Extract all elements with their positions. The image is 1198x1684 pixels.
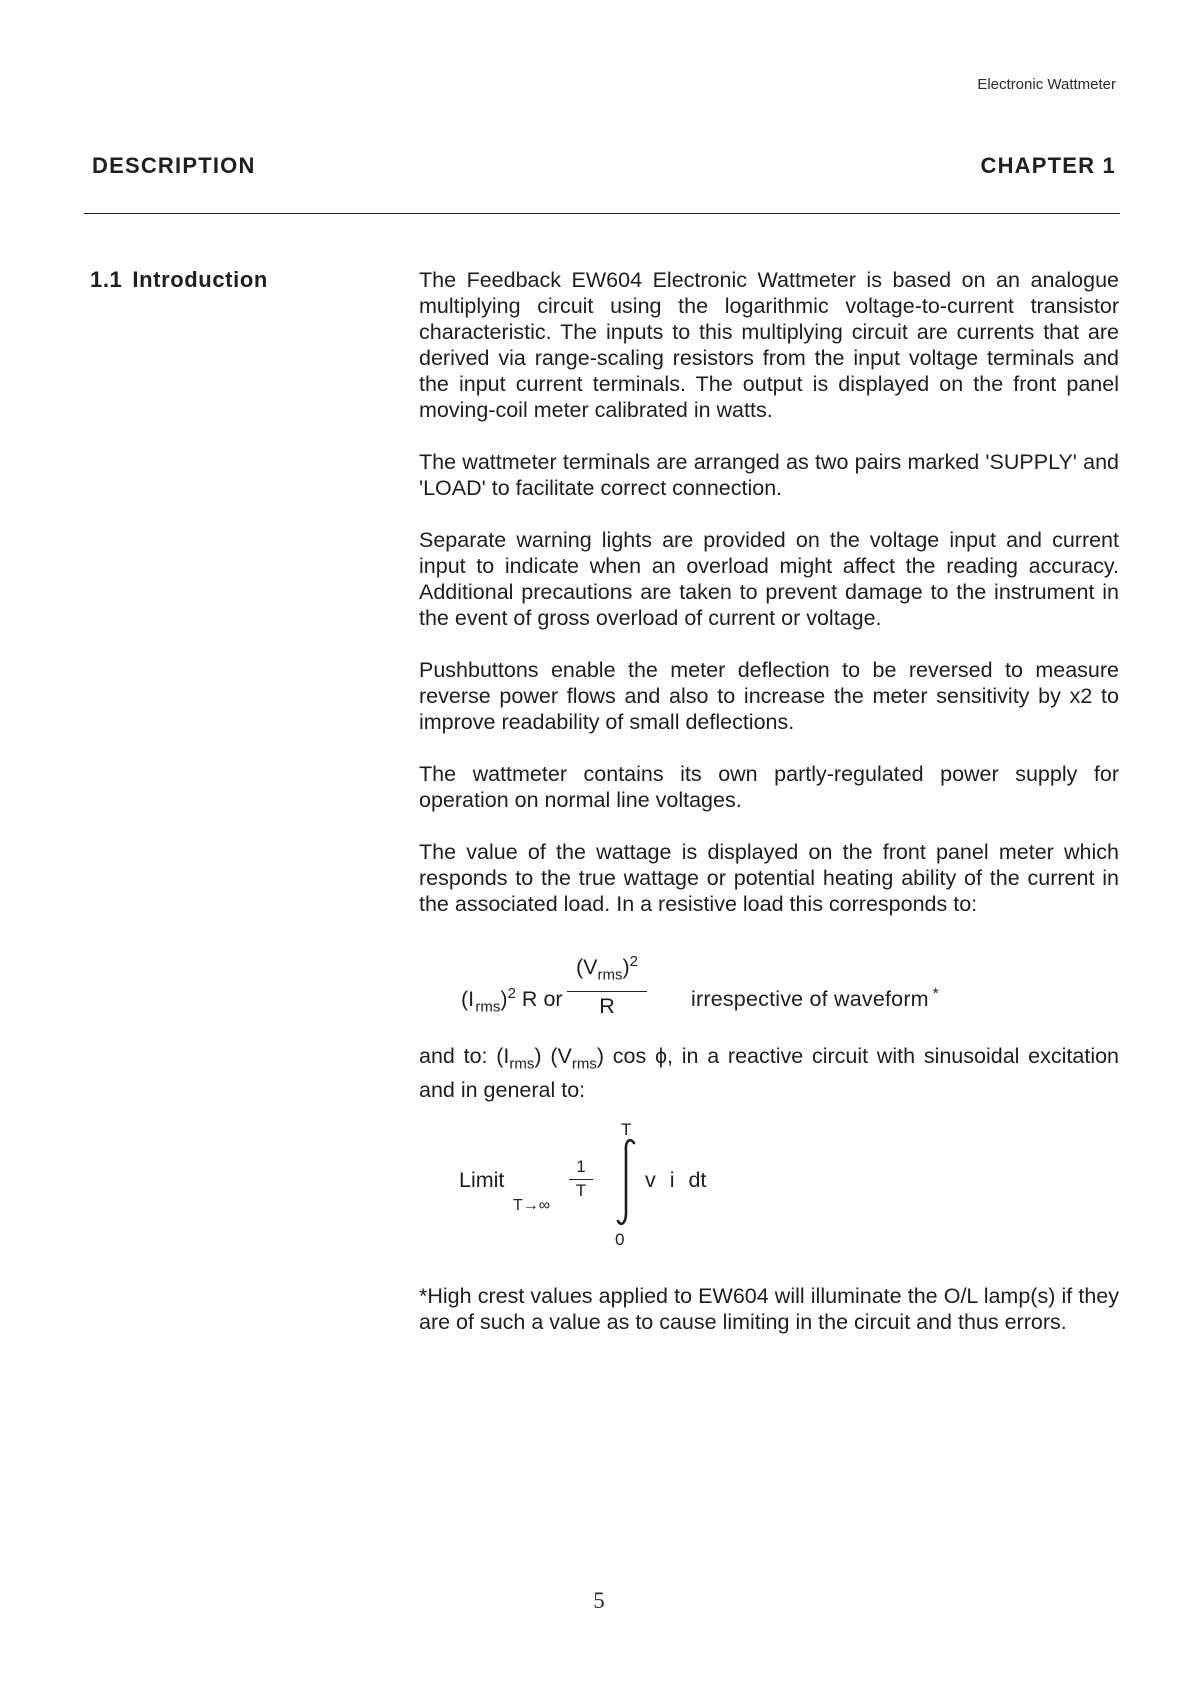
section-heading — [90, 267, 268, 293]
formula-resistive — [419, 931, 1119, 1031]
section-number: 1.1 — [90, 267, 123, 292]
chapter-label: CHAPTER 1 — [980, 153, 1116, 178]
section-title: Introduction — [132, 267, 268, 292]
integral-lower-limit: 0 — [615, 1230, 625, 1250]
paragraph-wattage: The value of the wattage is displayed on the front panel meter which responds to the true wattage or potential heating ability of the current in the associated load. In a resistive load this corresponds to: — [419, 840, 1119, 916]
integral-upper-limit: T — [621, 1120, 632, 1140]
integrand: v i dt — [645, 1168, 707, 1193]
limit-fraction: $\frac{1}{T}$ — [569, 1157, 593, 1201]
running-head: Electronic Wattmeter — [977, 76, 1116, 93]
formula-voltage-fraction: $(V_{rms})^2$ R — [567, 949, 647, 1019]
paragraph-reactive: and to: $(I_{rms})$ $(V_{rms})$ cos ϕ, in a reactive circuit with sinusoidal excitation and in general to: — [419, 1044, 1120, 1103]
section-label: DESCRIPTION — [92, 153, 256, 178]
footnote: *High crest values applied to EW604 will illuminate the O/L lamp(s) if they are of such a value as to cause limiting in the circuit and thus errors. — [419, 1284, 1119, 1335]
integral-sign-icon — [615, 1137, 639, 1227]
formula-integral — [419, 1117, 1119, 1257]
paragraph-pushbuttons: Pushbuttons enable the meter deflection to be reversed to measure reverse power flows and also to increase the meter sensitivity by x2 to improve readability of small deflections. — [419, 658, 1119, 734]
page-number: 5 — [593, 1588, 605, 1613]
paragraph-intro: The Feedback EW604 Electronic Wattmeter is based on an analogue multiplying circuit using the logarithmic voltage-to-current transistor characteristic. The inputs to this multiplying circuit are currents that are derived via range-scaling resistors from the input voltage terminals and the input current terminals. The output is displayed on the front panel moving-coil meter calibrated in watts. — [419, 268, 1119, 422]
header-rule — [84, 213, 1120, 214]
body-text — [419, 267, 1119, 1361]
formula-waveform-note: irrespective of waveform * — [691, 985, 939, 1012]
paragraph-power-supply: The wattmeter contains its own partly-regulated power supply for operation on normal line voltages. — [419, 762, 1119, 812]
paragraph-terminals: The wattmeter terminals are arranged as two pairs marked 'SUPPLY' and 'LOAD' to facilitate correct connection. — [419, 450, 1119, 500]
formula-current-term: (I $_{rms}$)$^2$ R or — [461, 985, 563, 1016]
paragraph-warning-lights: Separate warning lights are provided on the voltage input and current input to indicate when an overload might affect the reading accuracy. Additional precautions are taken to prevent damage to the instrument in the event of gross overload of current or voltage. — [419, 528, 1119, 630]
limit-subscript: T→∞ — [513, 1197, 551, 1215]
limit-word: Limit — [459, 1168, 505, 1193]
